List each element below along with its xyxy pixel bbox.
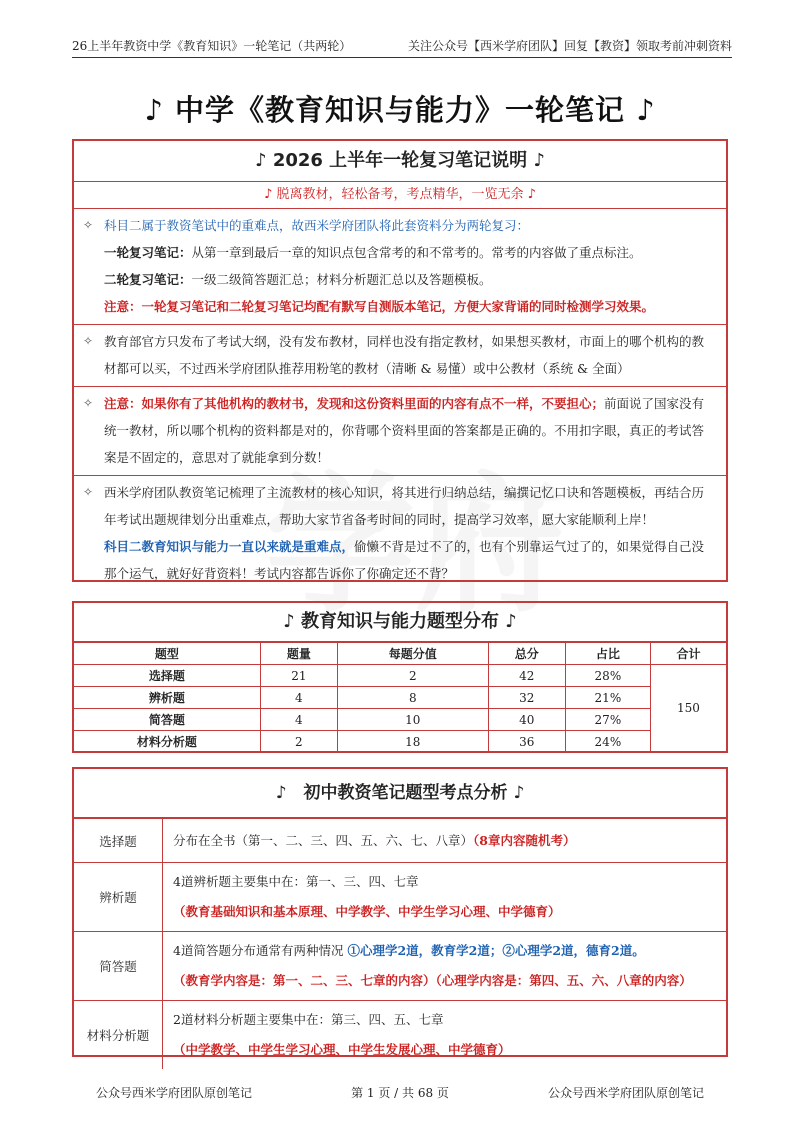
distribution-heading: ♪ 教育知识与能力题型分布 ♪ bbox=[74, 603, 726, 642]
detail-highlight: （中学教学、中学生学习心理、中学生发展心理、中学德育） bbox=[173, 1042, 511, 1057]
table-row bbox=[74, 665, 726, 687]
note-3-text: 前面说了国家没有统一教材，所以哪个机构的资料都是对的，你背哪个资料里面的答案都是正确的。不用扣字眼，真正的考试答案是不固定的，意思对了就能拿到分数！ bbox=[104, 396, 705, 465]
table-row bbox=[74, 819, 726, 863]
detail-text: 4道简答题分布通常有两种情况 bbox=[173, 943, 344, 958]
distribution-box bbox=[72, 601, 728, 753]
question-type: 辨析题 bbox=[74, 863, 163, 932]
note-1 bbox=[74, 209, 726, 325]
note-4-tail: 偷懒不背是过不了的，也有个别靠运气过了的，如果觉得自己没那个运气，就好好背资料！考试内容都告诉你了你确定还不背？ bbox=[104, 539, 705, 581]
table-row bbox=[74, 932, 726, 1001]
footer-right: 公众号西米学府团队原创笔记 bbox=[547, 1086, 704, 1100]
distribution-table bbox=[74, 642, 726, 753]
note-1-text-2: 从第一章到最后一章的知识点包含常考的和不常考的。常考的内容做了重点标注。 bbox=[191, 245, 642, 260]
question-detail bbox=[163, 819, 727, 863]
table-cell: 2 bbox=[337, 665, 488, 687]
question-detail bbox=[163, 1001, 727, 1070]
detail-text: 2道材料分析题主要集中在：第三、四、五、七章 bbox=[173, 1012, 444, 1027]
column-header: 占比 bbox=[565, 643, 650, 665]
question-type: 选择题 bbox=[74, 819, 163, 863]
table-header-row bbox=[74, 643, 726, 665]
intro-box bbox=[72, 139, 728, 582]
intro-heading: ♪ 2026 上半年一轮复习笔记说明 ♪ bbox=[74, 141, 726, 182]
table-cell: 简答题 bbox=[74, 709, 260, 731]
analysis-table bbox=[74, 818, 726, 1069]
table-cell: 21% bbox=[565, 687, 650, 709]
table-cell: 24% bbox=[565, 731, 650, 753]
footer-left: 公众号西米学府团队原创笔记 bbox=[96, 1086, 253, 1100]
column-header: 题型 bbox=[74, 643, 260, 665]
question-type: 简答题 bbox=[74, 932, 163, 1001]
table-cell: 4 bbox=[260, 709, 337, 731]
table-cell: 21 bbox=[260, 665, 337, 687]
note-4 bbox=[74, 476, 726, 591]
note-2 bbox=[74, 325, 726, 387]
question-detail bbox=[163, 863, 727, 932]
table-cell: 10 bbox=[337, 709, 488, 731]
note-1-line-4: 注意：一轮复习笔记和二轮复习笔记均配有默写自测版本笔记，方便大家背诵的同时检测学习效果。 bbox=[104, 299, 655, 314]
note-1-label-3: 二轮复习笔记： bbox=[104, 272, 192, 287]
page-title: ♪ 中学《教育知识与能力》一轮笔记 ♪ bbox=[144, 93, 656, 127]
question-detail bbox=[163, 932, 727, 1001]
table-cell: 选择题 bbox=[74, 665, 260, 687]
detail-highlight: （教育学内容是：第一、二、三、七章的内容）（心理学内容是：第四、五、六、八章的内容） bbox=[173, 973, 692, 988]
table-cell: 材料分析题 bbox=[74, 731, 260, 753]
page-header bbox=[72, 31, 732, 58]
note-1-label-2: 一轮复习笔记： bbox=[104, 245, 192, 260]
table-cell: 40 bbox=[488, 709, 565, 731]
table-cell: 28% bbox=[565, 665, 650, 687]
page-number: 第 1 页 / 共 68 页 bbox=[351, 1086, 449, 1100]
intro-slogan: ♪ 脱离教材，轻松备考，考点精华，一览无余 ♪ bbox=[74, 182, 726, 209]
table-row bbox=[74, 709, 726, 731]
table-row bbox=[74, 1001, 726, 1070]
detail-text: 4道辨析题主要集中在：第一、三、四、七章 bbox=[173, 874, 419, 889]
table-cell: 36 bbox=[488, 731, 565, 753]
question-type: 材料分析题 bbox=[74, 1001, 163, 1070]
table-cell: 4 bbox=[260, 687, 337, 709]
note-2-text: 教育部官方只发布了考试大纲，没有发布教材，同样也没有指定教材，如果想买教材，市面上的哪个机构的教材都可以买，不过西米学府团队推荐用粉笔的教材（清晰 & 易懂）或中公教材（系统 & 全面） bbox=[104, 334, 705, 376]
note-1-line-1: 科目二属于教资笔试中的重难点，故西米学府团队将此套资料分为两轮复习： bbox=[104, 218, 530, 233]
column-header: 总分 bbox=[488, 643, 565, 665]
detail-text: 分布在全书（第一、二、三、四、五、六、七、八章） bbox=[173, 832, 474, 848]
column-header: 每题分值 bbox=[337, 643, 488, 665]
table-row bbox=[74, 731, 726, 753]
detail-highlight: （8章内容随机考） bbox=[473, 832, 576, 848]
diamond-icon: ✧ bbox=[83, 218, 94, 232]
diamond-icon: ✧ bbox=[83, 334, 94, 348]
table-row bbox=[74, 863, 726, 932]
note-4-emphasis: 科目二教育知识与能力一直以来就是重难点， bbox=[104, 539, 355, 554]
table-cell: 辨析题 bbox=[74, 687, 260, 709]
note-4-text: 西米学府团队教资笔记梳理了主流教材的核心知识，将其进行归纳总结，编撰记忆口诀和答题模板，再结合历年考试出题规律划分出重难点，帮助大家节省备考时间的同时，提高学习效率，愿大家能顺利上岸！ bbox=[104, 485, 705, 527]
detail-highlight: （教育基础知识和基本原理、中学教学、中学生学习心理、中学德育） bbox=[173, 904, 561, 919]
table-cell: 42 bbox=[488, 665, 565, 687]
table-cell: 32 bbox=[488, 687, 565, 709]
table-cell: 2 bbox=[260, 731, 337, 753]
table-cell: 27% bbox=[565, 709, 650, 731]
analysis-heading: ♪ 初中教资笔记题型考点分析 ♪ bbox=[74, 769, 726, 818]
header-right: 关注公众号【西米学府团队】回复【教资】领取考前冲刺资料 bbox=[407, 39, 732, 53]
note-3-warning: 注意：如果你有了其他机构的教材书，发现和这份资料里面的内容有点不一样，不要担心； bbox=[104, 396, 605, 411]
diamond-icon: ✧ bbox=[83, 396, 94, 410]
table-cell: 8 bbox=[337, 687, 488, 709]
note-3 bbox=[74, 387, 726, 476]
note-1-text-3: 一级二级简答题汇总；材料分析题汇总以及答题模板。 bbox=[191, 272, 492, 287]
header-left: 26上半年教资中学《教育知识》一轮笔记（共两轮） bbox=[72, 39, 352, 53]
diamond-icon: ✧ bbox=[83, 485, 94, 499]
table-cell: 18 bbox=[337, 731, 488, 753]
column-header: 题量 bbox=[260, 643, 337, 665]
detail-emphasis: ①心理学2道，教育学2道；②心理学2道，德育2道。 bbox=[347, 943, 645, 958]
column-header: 合计 bbox=[650, 643, 726, 665]
total-cell: 150 bbox=[650, 665, 726, 753]
analysis-box bbox=[72, 767, 728, 1057]
table-row bbox=[74, 687, 726, 709]
